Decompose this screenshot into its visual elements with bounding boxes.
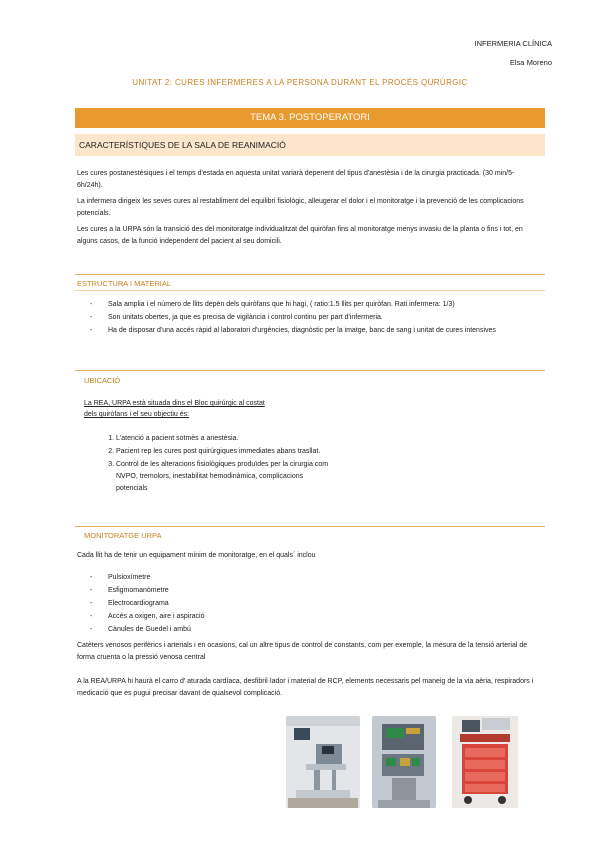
ubicacio-intro bbox=[84, 398, 265, 420]
caracteristiques-paragraph-3: Les cures a la URPA són la transició des del monitoratge individualitzat del quiròfan fins al monitoratge menys invasiu de la planta o fins i tot, en alguns casos, de la funció independent del pacient al seu domicili. bbox=[77, 226, 523, 245]
section-divider bbox=[75, 370, 545, 371]
ubicacio-intro-line-2: dels quiròfans i el seu objectiu és: bbox=[84, 411, 190, 418]
list-item: - Accés a oxigen, aire i aspiració bbox=[90, 611, 390, 623]
list-item: - Sala amplia i el número de llits depèn dels quiròfans que hi hagi, ( ratio:1.5 llits per quiròfan. Rati infermera: 1/3) bbox=[90, 299, 540, 311]
monitoratge-paragraph-1: Catèters venosos perifèrics i arterials i en ocasions, cal un altre tipus de control de constants, com per exemple, la mesura de la tensió arterial de forma cruenta o la pressió venosa central bbox=[77, 642, 528, 661]
monitoratge-list bbox=[90, 572, 390, 637]
ubicacio-title: UBICACIÓ bbox=[84, 376, 121, 385]
estructura-list bbox=[90, 299, 540, 338]
photo-urpa-bed bbox=[286, 716, 360, 808]
author-name: Elsa Moreno bbox=[509, 58, 552, 67]
list-item: - Son unitats obertes, ja que es precisa de vigilància i control continu per part d'infermeria. bbox=[90, 312, 540, 324]
list-item: - Ha de disposar d'una accés ràpid al laboratori d'urgències, diagnòstic per la imatge, banc de sang i unitat de cures intensives bbox=[90, 325, 540, 337]
section-divider bbox=[75, 274, 545, 275]
estructura-underline bbox=[75, 290, 545, 291]
monitoratge-paragraph-2: A la REA/URPA hi haurà el carro d' aturada cardíaca, desfibril·lador i material de RCP, elements necessaris pel maneig de la via aèria, respiradors i medicació que es pugui precisar davant de qualsevol complicació. bbox=[77, 678, 534, 697]
list-item: 3. Control de les alteracions fisiològiques produïdes per la cirurgia com NVPO, tremolors, inestabilitat hemodinàmica, complicacions potencials bbox=[116, 459, 330, 495]
list-item: - Cànules de Guedel i ambú bbox=[90, 624, 390, 636]
section-divider bbox=[75, 526, 545, 527]
list-item: - Pulsioxímetre bbox=[90, 572, 390, 584]
caracteristiques-paragraph-2: La infermera dirigeix les seves cures al restabliment del equilibri fisiològic, alleugerar el dolor i el monitoratge i la prevenció de les complicacions potencials. bbox=[77, 198, 524, 217]
estructura-title: ESTRUCTURA I MATERIAL bbox=[77, 279, 172, 288]
caracteristiques-paragraph-1: Les cures postanestèsiques i el temps d'estada en aquesta unitat variarà depenent del tipus d'anestèsia i de la cirurgia practicada. (30 min/5- 6h/24h). bbox=[77, 170, 515, 189]
ubicacio-list bbox=[100, 433, 330, 496]
tema-title: TEMA 3. POSTOPERATORI bbox=[75, 108, 545, 128]
caracteristiques-title: CARACTERÍSTIQUES DE LA SALA DE REANIMACIÓ bbox=[75, 134, 545, 156]
list-item: - Electrocardiograma bbox=[90, 598, 390, 610]
monitoratge-intro: Cada llit ha de tenir un equipament mínim de monitoratge, en el quals´ inclou bbox=[77, 552, 316, 559]
list-item: 2. Pacient rep les cures post quirúrgiques immediates abans trasllat. bbox=[116, 446, 330, 458]
monitoratge-title: MONITORATGE URPA bbox=[84, 531, 162, 540]
ubicacio-intro-line-1: La REA, URPA està situada dins el Bloc quirúrgic al costat bbox=[84, 400, 265, 407]
photo-crash-cart bbox=[452, 716, 518, 808]
course-title: INFERMERIA CLÍNICA bbox=[474, 39, 552, 48]
unit-title: UNITAT 2: CURES INFERMERES A LA PERSONA DURANT EL PROCÉS QURÚRGIC bbox=[132, 78, 468, 87]
list-item: - Esfigmomanòmetre bbox=[90, 585, 390, 597]
list-item: 1. L'atenció a pacient sotmès a anestèsia. bbox=[116, 433, 330, 445]
photo-monitoring-equipment bbox=[372, 716, 436, 808]
